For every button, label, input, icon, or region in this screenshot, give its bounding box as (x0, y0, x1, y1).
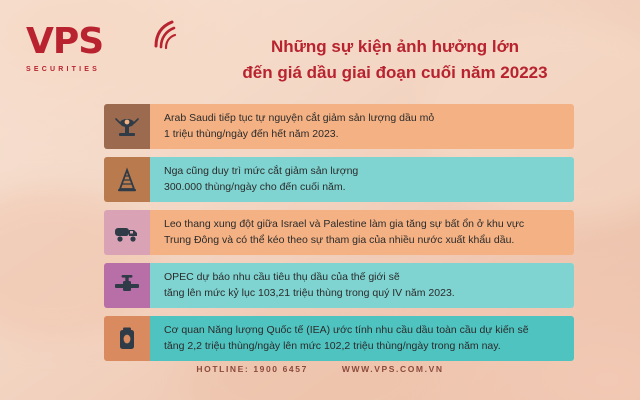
list-item (104, 157, 574, 202)
website-text: WWW.VPS.COM.VN (341, 364, 444, 374)
event-text-line-1: Arab Saudi tiếp tục tự nguyện cắt giảm sản lượng dầu mỏ (164, 112, 435, 125)
event-bar (150, 210, 574, 255)
event-text-line-2: tăng lên mức kỷ lục 103,21 triệu thùng trong quý IV năm 2023. (164, 286, 455, 299)
jerrycan-icon (104, 316, 150, 361)
logo-wordmark: VPS (26, 21, 104, 62)
title-line-2: đến giá dầu giai đoạn cuối năm 20223 (242, 62, 548, 82)
event-bar (150, 104, 574, 149)
page-title (170, 34, 620, 85)
valve-icon (104, 263, 150, 308)
event-text-line-1: Cơ quan Năng lượng Quốc tế (IEA) ước tính nhu cầu dầu toàn cầu dự kiến sẽ (164, 324, 529, 337)
event-list (104, 104, 574, 369)
event-text-line-2: 300.000 thùng/ngày cho đến cuối năm. (164, 180, 346, 193)
event-text-line-1: Leo thang xung đột giữa Israel và Palestine làm gia tăng sự bất ổn ở khu vực (164, 218, 525, 231)
event-bar (150, 157, 574, 202)
hotline-text: HOTLINE: 1900 6457 (196, 364, 308, 374)
event-text-line-2: 1 triệu thùng/ngày đến hết năm 2023. (164, 127, 339, 140)
list-item (104, 263, 574, 308)
footer (0, 364, 640, 374)
logo-subtitle: SECURITIES (26, 66, 101, 73)
event-text-line-1: Nga cũng duy trì mức cắt giảm sản lượng (164, 165, 359, 178)
list-item (104, 104, 574, 149)
event-bar (150, 316, 574, 361)
list-item (104, 316, 574, 361)
event-text-line-1: OPEC dự báo nhu cầu tiêu thụ dầu của thế giới sẽ (164, 271, 400, 284)
oil-pump-icon (104, 104, 150, 149)
event-text-line-2: tăng 2,2 triệu thùng/ngày lên mức 102,2 triệu thùng/ngày trong năm nay. (164, 339, 501, 352)
vps-logo (26, 21, 156, 73)
tanker-truck-icon (104, 210, 150, 255)
event-text-line-2: Trung Đông và có thể kéo theo sự tham gia của nhiều nước xuất khẩu dầu. (164, 233, 515, 246)
list-item (104, 210, 574, 255)
title-line-1: Những sự kiện ảnh hưởng lớn (270, 37, 520, 56)
event-bar (150, 263, 574, 308)
oil-derrick-icon (104, 157, 150, 202)
